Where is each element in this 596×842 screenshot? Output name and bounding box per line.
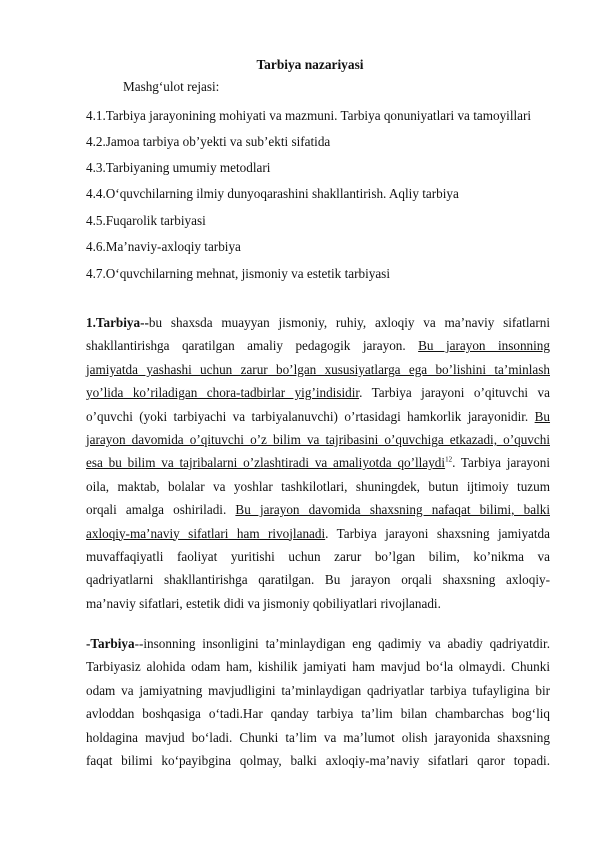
bold-term: 1.Tarbiya-- xyxy=(86,315,149,330)
text-run: o’quvchi (yoki tarbiyachi va tarbiyalanuvchi) o’rtasidagi hamkorlik jarayonidir. xyxy=(86,408,529,424)
toc-item: 4.7.O‘quvchilarning mehnat, jismoniy va estetik tarbiyasi xyxy=(86,266,390,281)
underlined-text: jarayon davomida o’qituvchi o’z bilim va tajribasini o’quvchiga etkazadi, o’quvchi xyxy=(86,431,550,447)
toc-item: 4.2.Jamoa tarbiya ob’yekti va sub’ekti sifatida xyxy=(86,134,331,149)
text-run: bu shaxsda muayyan jismoniy, ruhiy, axloqiy va ma’naviy sifatlarni xyxy=(148,315,550,330)
paragraph-tarbiya-value xyxy=(86,632,550,772)
toc-item: 4.6.Ma’naviy-axloqiy tarbiya xyxy=(86,239,241,254)
underlined-text: axloqiy-ma’naviy sifatlari ham rivojlanadi xyxy=(86,525,326,541)
bold-term: -Tarbiya xyxy=(86,636,135,651)
underlined-text: esa bu bilim va tajribalarni o’zlashtiradi va amaliyotda qo’llaydi xyxy=(86,455,446,471)
text-run: orqali amalga oshiriladi. xyxy=(86,502,227,518)
page-title: Tarbiya nazariyasi xyxy=(256,57,364,72)
toc-item: 4.5.Fuqarolik tarbiyasi xyxy=(86,213,206,228)
underlined-text: yo’lida ko’riladigan chora-tadbirlar yig’indisidir xyxy=(86,385,360,401)
text-run: ma’naviy sifatlari, estetik didi va jismoniy qobiliyatlari rivojlanadi. xyxy=(86,595,441,611)
text-run: oila, maktab, bolalar va yoshlar tashkilotlari, shuningdek, butun ijtimoiy tuzum xyxy=(86,478,550,494)
text-run: qadriyatlarni shakllantirishga qaratilgan. Bu jarayon orqali shaxsning axloqiy- xyxy=(86,572,550,588)
plan-label: Mashg‘ulot rejasi: xyxy=(123,79,220,94)
text-run: shakllantirishga qaratilgan amaliy pedagogik jarayon. xyxy=(86,338,406,354)
text-run: odam va jamiyatning mavjudligini ta’minlaydigan qadriyatlar tarbiya tufayligina bir xyxy=(86,682,550,698)
toc-item: 4.1.Tarbiya jarayonining mohiyati va mazmuni. Tarbiya qonuniyatlari va tamoyillari xyxy=(86,108,532,123)
text-run: Tarbiyasiz alohida odam ham, kishilik jamiyati ham mavjud bo‘la olmaydi. Chunki xyxy=(86,659,550,675)
toc-item: 4.3.Tarbiyaning umumiy metodlari xyxy=(86,160,271,175)
text-run: --insonning insonligini ta’minlaydigan eng qadimiy va abadiy qadriyatdir. xyxy=(134,636,550,651)
text-run: faqat bilimi ko‘payibgina qolmay, balki axloqiy-ma’naviy sifatlari qaror topadi. xyxy=(86,752,550,768)
paragraph-tarbiya-definition xyxy=(86,311,550,615)
underlined-text: Bu jarayon insonning xyxy=(418,338,550,354)
underlined-text: jamiyatda yashashi uchun zarur bo’lgan xususiyatlarga ega bo’lishini ta’minlash xyxy=(86,361,550,377)
text-run: . Tarbiya jarayoni o’qituvchi va xyxy=(359,385,550,401)
underlined-text: Bu xyxy=(534,408,551,424)
underlined-text: Bu jarayon davomida shaxsning nafaqat bilimi, balki xyxy=(235,502,550,518)
text-run: . Tarbiya jarayoni xyxy=(452,455,550,471)
text-run: holdagina mavjud bo‘ladi. Chunki ta’lim va ma’lumot olish jarayonida shaxsning xyxy=(86,729,550,745)
text-run: . Tarbiya jarayoni shaxsning jamiyatda xyxy=(325,525,550,541)
toc-item: 4.4.O‘quvchilarning ilmiy dunyoqarashini shakllantirish. Aqliy tarbiya xyxy=(86,186,459,201)
text-run: avloddan boshqasiga o‘tadi.Har qanday tarbiya ta’lim bilan chambarchas bog‘liq xyxy=(86,706,550,722)
footnote-ref: 12 xyxy=(445,455,453,464)
text-run: muvaffaqiyatli faoliyat yuritishi uchun zarur bo’lgan bilim, ko’nikma va xyxy=(86,548,550,564)
